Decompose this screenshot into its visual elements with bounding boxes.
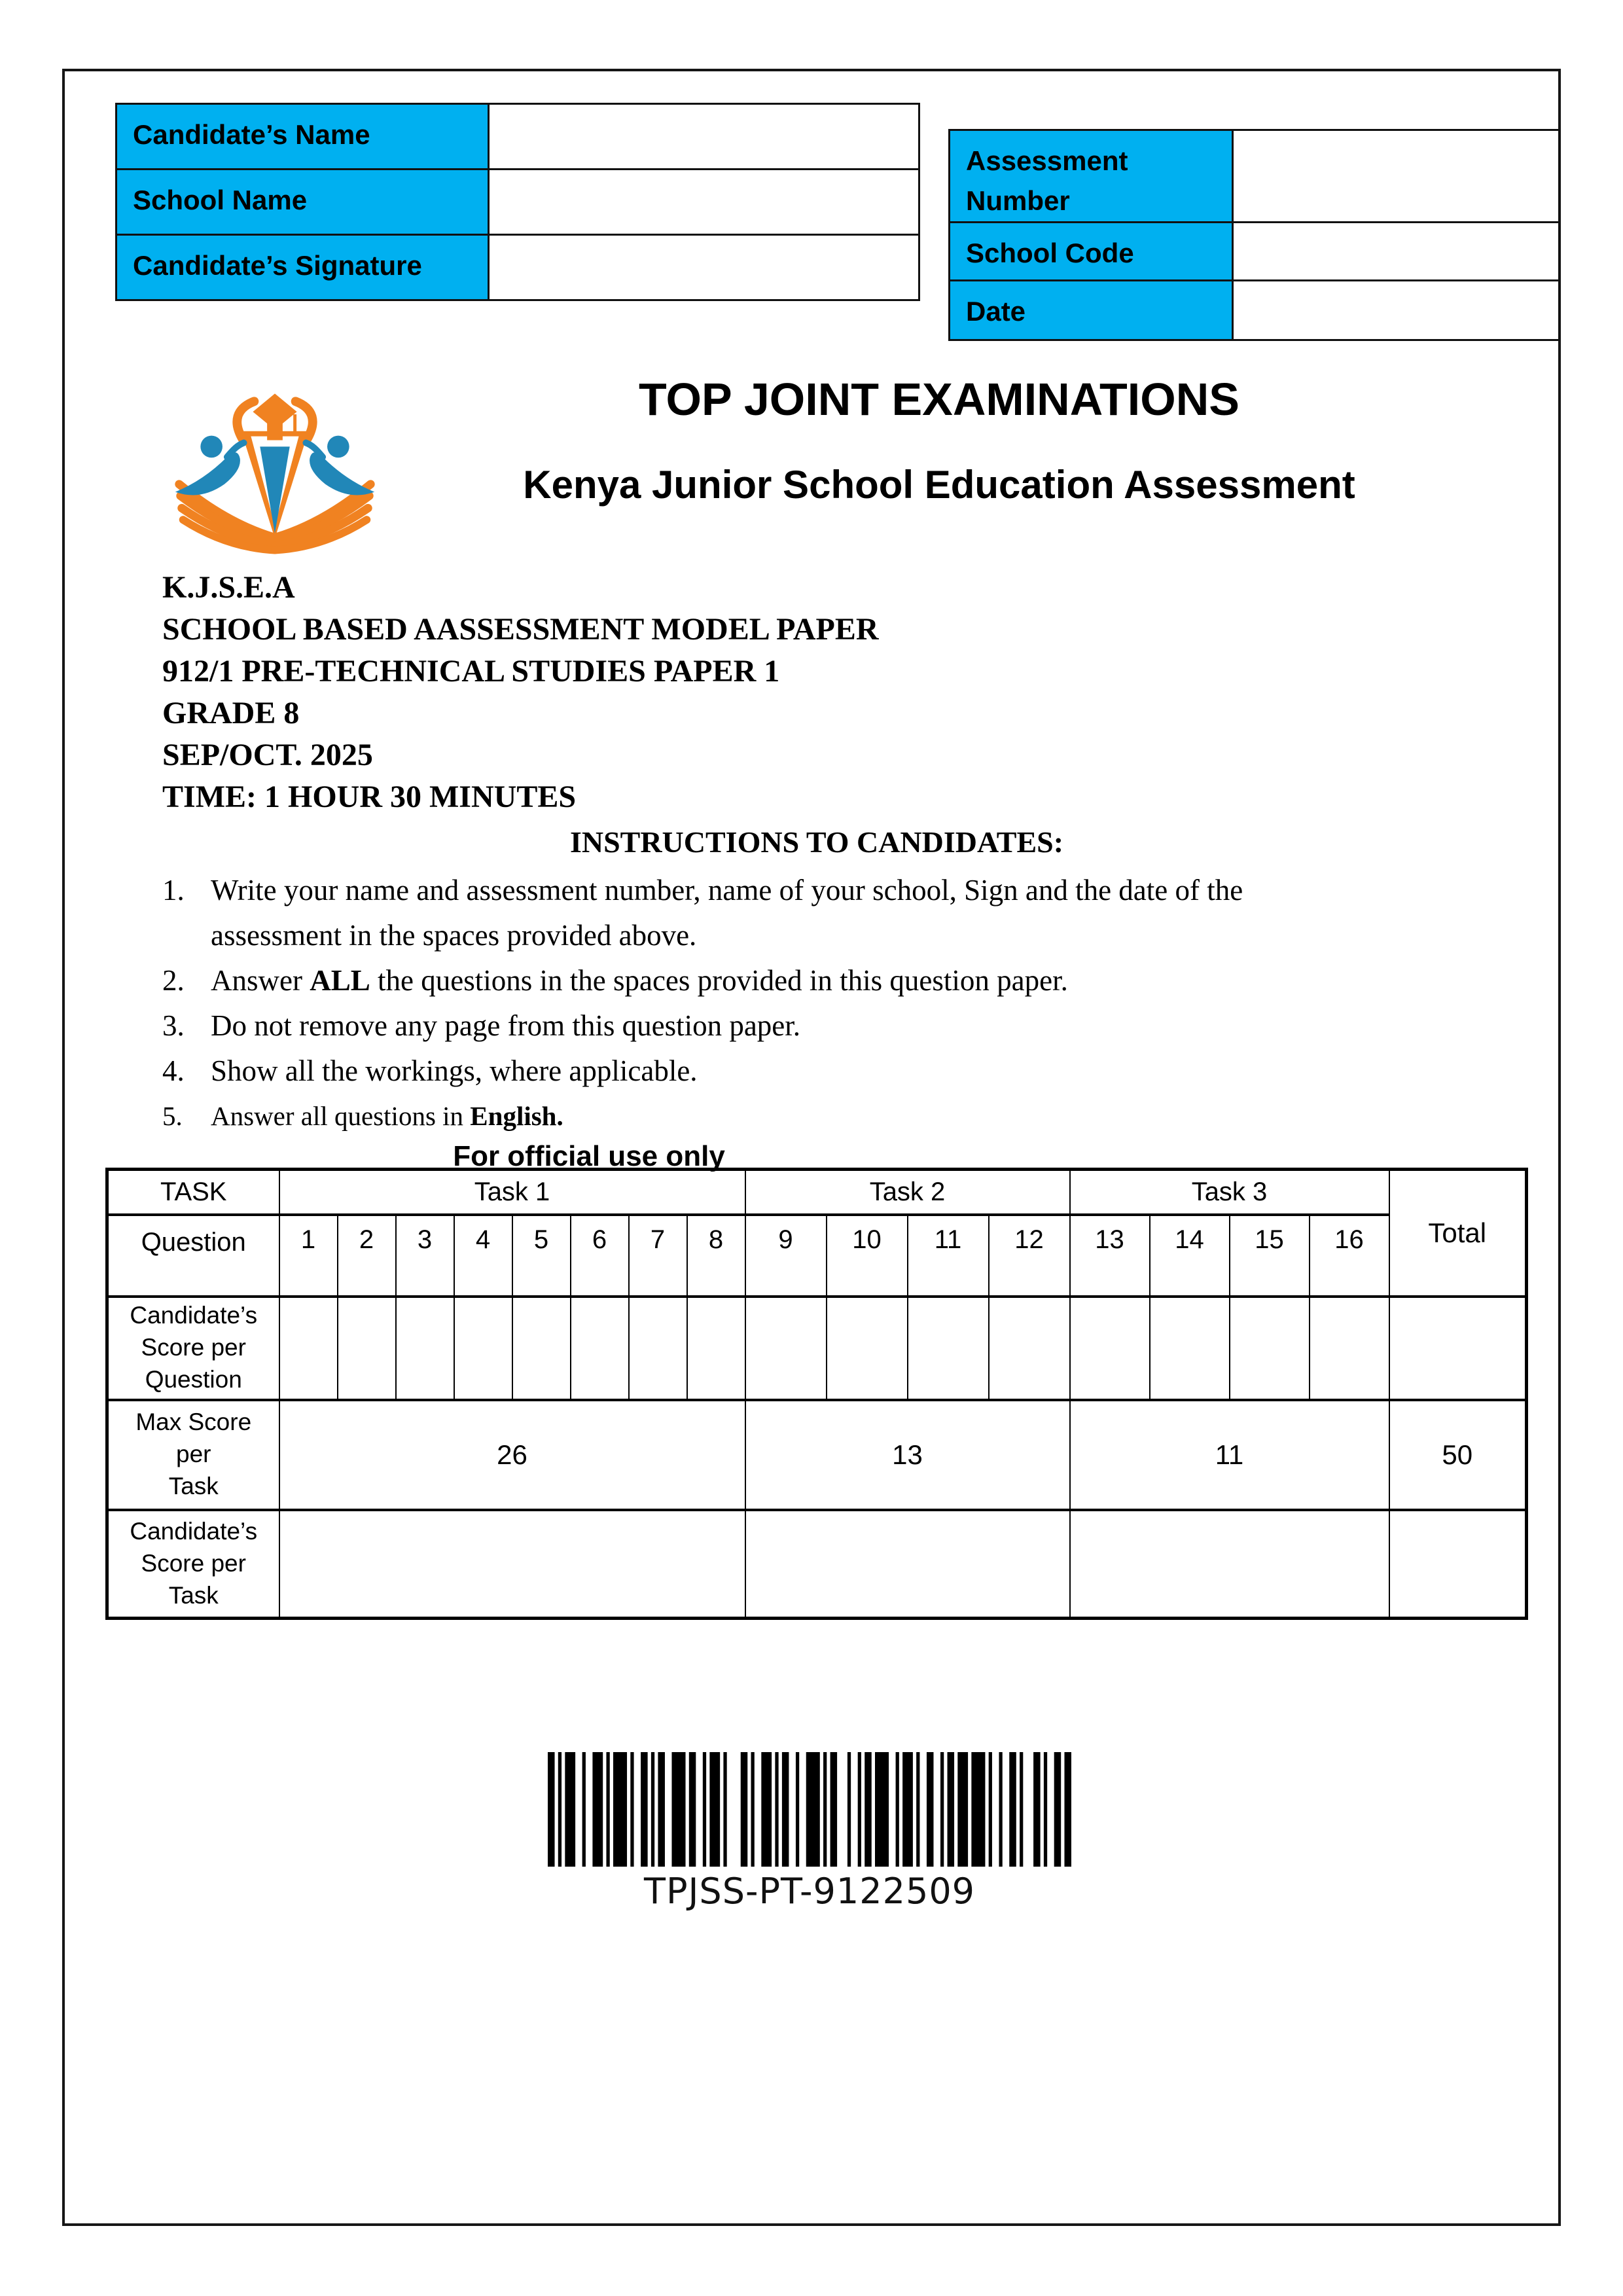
instructions-list <box>162 868 1491 1139</box>
question-number-cell: 15 <box>1230 1215 1310 1297</box>
exam-info-line: SEP/OCT. 2025 <box>162 738 373 772</box>
max-score-total-cell: 50 <box>1389 1400 1527 1510</box>
score-per-question-cell <box>454 1297 512 1400</box>
score-per-question-cell <box>1070 1297 1150 1400</box>
question-number-cell: 9 <box>745 1215 827 1297</box>
score-per-task-total-cell <box>1389 1510 1527 1619</box>
instruction-number: 5. <box>162 1101 183 1131</box>
instruction-number: 2. <box>162 964 185 997</box>
task-group-header: Task 3 <box>1070 1170 1389 1215</box>
school-code-field <box>1233 222 1560 280</box>
assessment-details-table <box>948 129 1560 341</box>
barcode-block <box>548 1752 1071 1912</box>
score-per-question-cell <box>1310 1297 1389 1400</box>
score-per-question-cell <box>279 1297 338 1400</box>
school-code-label: School Code <box>950 222 1233 280</box>
question-number-cell: 16 <box>1310 1215 1389 1297</box>
score-per-question-row <box>107 1297 1527 1400</box>
instruction-item <box>162 1049 1491 1094</box>
score-per-task-row <box>107 1510 1527 1619</box>
instruction-text: Show all the workings, where applicable. <box>211 1054 698 1087</box>
instructions-heading: INSTRUCTIONS TO CANDIDATES: <box>569 825 1064 859</box>
score-per-question-cell <box>1150 1297 1230 1400</box>
score-per-task-label: Candidate’s Score per Task <box>107 1510 279 1619</box>
question-number-cell: 1 <box>279 1215 338 1297</box>
candidate-name-label: Candidate’s Name <box>116 104 489 170</box>
instruction-text: Write your name and assessment number, name of your school, Sign and the date of the assessment in the spaces provided above. <box>211 874 1243 952</box>
question-number-cell: 11 <box>908 1215 989 1297</box>
max-score-cell: 13 <box>745 1400 1070 1510</box>
candidate-signature-label: Candidate’s Signature <box>116 235 489 300</box>
exam-info-line: K.J.S.E.A <box>162 570 295 605</box>
max-score-row <box>107 1400 1527 1510</box>
official-use-table <box>105 1168 1528 1620</box>
question-header-cell: Question <box>107 1215 279 1297</box>
score-per-task-cell <box>1070 1510 1389 1619</box>
question-number-cell: 6 <box>571 1215 629 1297</box>
exam-info-line: TIME: 1 HOUR 30 MINUTES <box>162 780 577 814</box>
barcode-icon <box>548 1752 1071 1867</box>
masthead <box>327 373 1551 507</box>
page-subtitle: Kenya Junior School Education Assessment <box>523 463 1355 507</box>
max-score-label: Max Score per Task <box>107 1400 279 1510</box>
exam-info-line: GRADE 8 <box>162 696 300 730</box>
score-per-task-cell <box>745 1510 1070 1619</box>
instruction-item <box>162 1003 1491 1049</box>
instruction-number: 1. <box>162 874 185 906</box>
instruction-number: 4. <box>162 1054 185 1087</box>
exam-info-block <box>162 567 879 818</box>
date-label: Date <box>950 280 1233 340</box>
score-per-question-cell <box>908 1297 989 1400</box>
question-number-cell: 8 <box>687 1215 745 1297</box>
exam-info-line: 912/1 PRE-TECHNICAL STUDIES PAPER 1 <box>162 654 780 689</box>
instruction-text: Answer all questions in English. <box>211 1101 563 1131</box>
score-per-question-cell <box>512 1297 571 1400</box>
question-number-cell: 5 <box>512 1215 571 1297</box>
instruction-text: Answer ALL the questions in the spaces provided in this question paper. <box>211 964 1068 997</box>
score-per-question-total-cell <box>1389 1297 1527 1400</box>
question-number-cell: 13 <box>1070 1215 1150 1297</box>
max-score-cell: 11 <box>1070 1400 1389 1510</box>
instruction-item <box>162 868 1491 958</box>
question-number-cell: 12 <box>989 1215 1070 1297</box>
question-number-cell: 4 <box>454 1215 512 1297</box>
score-per-question-cell <box>989 1297 1070 1400</box>
exam-info-line: SCHOOL BASED AASSESSMENT MODEL PAPER <box>162 612 879 647</box>
date-field <box>1233 280 1560 340</box>
barcode-text: TPJSS-PT-9122509 <box>643 1871 976 1912</box>
official-use-caption: For official use only <box>453 1140 725 1172</box>
score-per-question-label: Candidate’s Score per Question <box>107 1297 279 1400</box>
score-per-question-cell <box>629 1297 687 1400</box>
score-per-question-cell <box>687 1297 745 1400</box>
task-header-cell: TASK <box>107 1170 279 1215</box>
page-title: TOP JOINT EXAMINATIONS <box>639 374 1240 425</box>
score-per-question-cell <box>1230 1297 1310 1400</box>
instruction-number: 3. <box>162 1009 185 1042</box>
question-number-cell: 7 <box>629 1215 687 1297</box>
total-header: Total <box>1389 1170 1527 1297</box>
candidate-details-table <box>115 103 920 301</box>
question-row <box>107 1215 1527 1297</box>
score-per-question-cell <box>745 1297 827 1400</box>
task-group-header: Task 1 <box>279 1170 745 1215</box>
task-group-header: Task 2 <box>745 1170 1070 1215</box>
question-number-cell: 3 <box>396 1215 454 1297</box>
score-per-task-cell <box>279 1510 745 1619</box>
instruction-text: Do not remove any page from this question paper. <box>211 1009 801 1042</box>
score-per-question-cell <box>396 1297 454 1400</box>
assessment-number-field <box>1233 130 1560 223</box>
question-number-cell: 10 <box>827 1215 908 1297</box>
score-per-question-cell <box>827 1297 908 1400</box>
instruction-item <box>162 1094 1491 1139</box>
task-header-row <box>107 1170 1527 1215</box>
question-number-cell: 2 <box>338 1215 396 1297</box>
school-name-label: School Name <box>116 170 489 235</box>
candidate-signature-field <box>489 235 919 300</box>
score-per-question-cell <box>338 1297 396 1400</box>
max-score-cell: 26 <box>279 1400 745 1510</box>
school-name-field <box>489 170 919 235</box>
question-number-cell: 14 <box>1150 1215 1230 1297</box>
instruction-item <box>162 958 1491 1003</box>
score-per-question-cell <box>571 1297 629 1400</box>
assessment-number-label: Assessment Number <box>950 130 1233 223</box>
candidate-name-field <box>489 104 919 170</box>
